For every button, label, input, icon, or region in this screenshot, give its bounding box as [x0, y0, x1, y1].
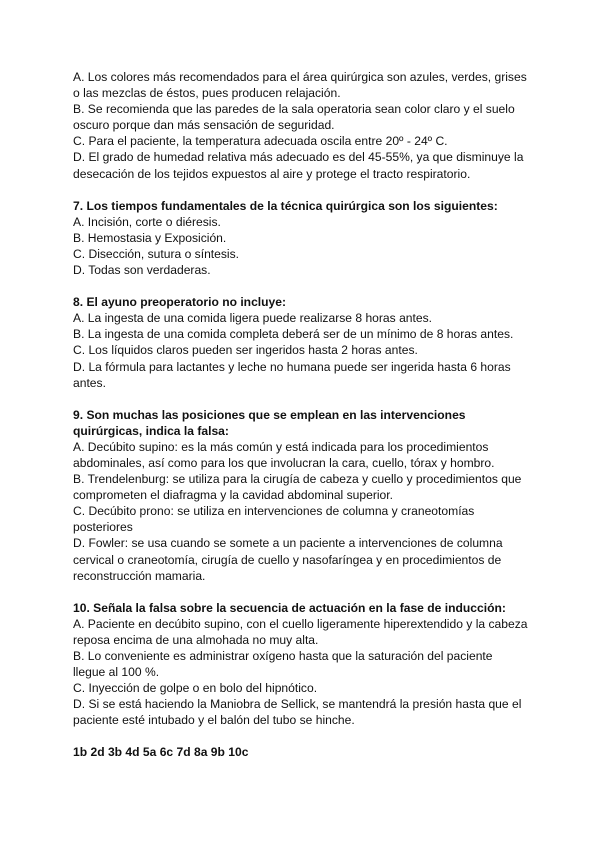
answer-key: 1b 2d 3b 4d 5a 6c 7d 8a 9b 10c: [73, 745, 249, 760]
answer-option: D. Si se está haciendo la Maniobra de Sellick, se mantendrá la presión hasta que el: [73, 697, 522, 712]
question-8: [73, 294, 533, 391]
answer-option: llegue al 100 %.: [73, 665, 160, 680]
answer-option: B. Hemostasia y Exposición.: [73, 230, 227, 245]
answer-option: A. La ingesta de una comida ligera puede realizarse 8 horas antes.: [73, 311, 433, 326]
answer-option: D. Todas son verdaderas.: [73, 263, 211, 278]
intro-line: B. Se recomienda que las paredes de la sala operatoria sean color claro y el suelo: [73, 102, 515, 117]
answer-option: B. Trendelenburg: se utiliza para la cirugía de cabeza y cuello y procedimientos que: [73, 472, 522, 487]
answer-option: cervical o craneotomía, cirugía de cuello y nasofaríngea y en procedimientos de: [73, 552, 502, 567]
answer-option: antes.: [73, 375, 106, 390]
answer-option: C. Decúbito prono: se utiliza en intervenciones de columna y craneotomías: [73, 504, 475, 519]
question-7: [73, 198, 533, 278]
question-heading: 9. Son muchas las posiciones que se emplean en las intervenciones: [73, 407, 466, 422]
intro-line: o las mezclas de éstos, pues producen relajación.: [73, 86, 341, 101]
intro-line: C. Para el paciente, la temperatura adecuada oscila entre 20º - 24º C.: [73, 134, 448, 149]
answer-option: C. Inyección de golpe o en bolo del hipnótico.: [73, 681, 318, 696]
answer-option: D. Fowler: se usa cuando se somete a un paciente a intervenciones de columna: [73, 536, 503, 551]
question-9: [73, 407, 533, 584]
question-heading: 8. El ayuno preoperatorio no incluye:: [73, 295, 287, 310]
question-heading: 10. Señala la falsa sobre la secuencia de actuación en la fase de inducción:: [73, 600, 506, 615]
intro-line: A. Los colores más recomendados para el área quirúrgica son azules, verdes, grises: [73, 70, 527, 84]
answer-option: paciente esté intubado y el balón del tubo se hinche.: [73, 713, 355, 728]
answer-option: C. Los líquidos claros pueden ser ingeridos hasta 2 horas antes.: [73, 343, 418, 358]
question-heading: 7. Los tiempos fundamentales de la técnica quirúrgica son los siguientes:: [73, 198, 498, 213]
answer-option: B. Lo conveniente es administrar oxígeno hasta que la saturación del paciente: [73, 649, 493, 663]
answer-option: comprometen el diafragma y la cavidad abdominal superior.: [73, 488, 393, 503]
answer-option: A. Decúbito supino: es la más común y está indicada para los procedimientos: [73, 439, 489, 454]
question-heading: quirúrgicas, indica la falsa:: [73, 423, 229, 438]
answer-option: D. La fórmula para lactantes y leche no humana puede ser ingerida hasta 6 horas: [73, 359, 511, 374]
answer-option: posteriores: [73, 520, 133, 535]
answer-option: B. La ingesta de una comida completa deberá ser de un mínimo de 8 horas antes.: [73, 327, 514, 342]
document-page: [73, 69, 533, 761]
question-10: [73, 600, 533, 729]
answer-option: C. Disección, sutura o síntesis.: [73, 246, 240, 261]
intro-options: [73, 69, 533, 182]
answer-option: A. Incisión, corte o diéresis.: [73, 214, 221, 229]
intro-line: D. El grado de humedad relativa más adecuado es del 45-55%, ya que disminuye la: [73, 150, 524, 165]
answer-option: reconstrucción mamaria.: [73, 568, 206, 583]
intro-line: desecación de los tejidos expuestos al aire y protege el tracto respiratorio.: [73, 166, 471, 181]
answer-option: abdominales, así como para los que involucran la cara, cuello, tórax y hombro.: [73, 455, 495, 470]
answer-option: A. Paciente en decúbito supino, con el cuello ligeramente hiperextendido y la cabeza: [73, 616, 528, 631]
answer-option: reposa encima de una almohada no muy alta.: [73, 632, 319, 647]
intro-line: oscuro porque dan más sensación de seguridad.: [73, 118, 335, 133]
